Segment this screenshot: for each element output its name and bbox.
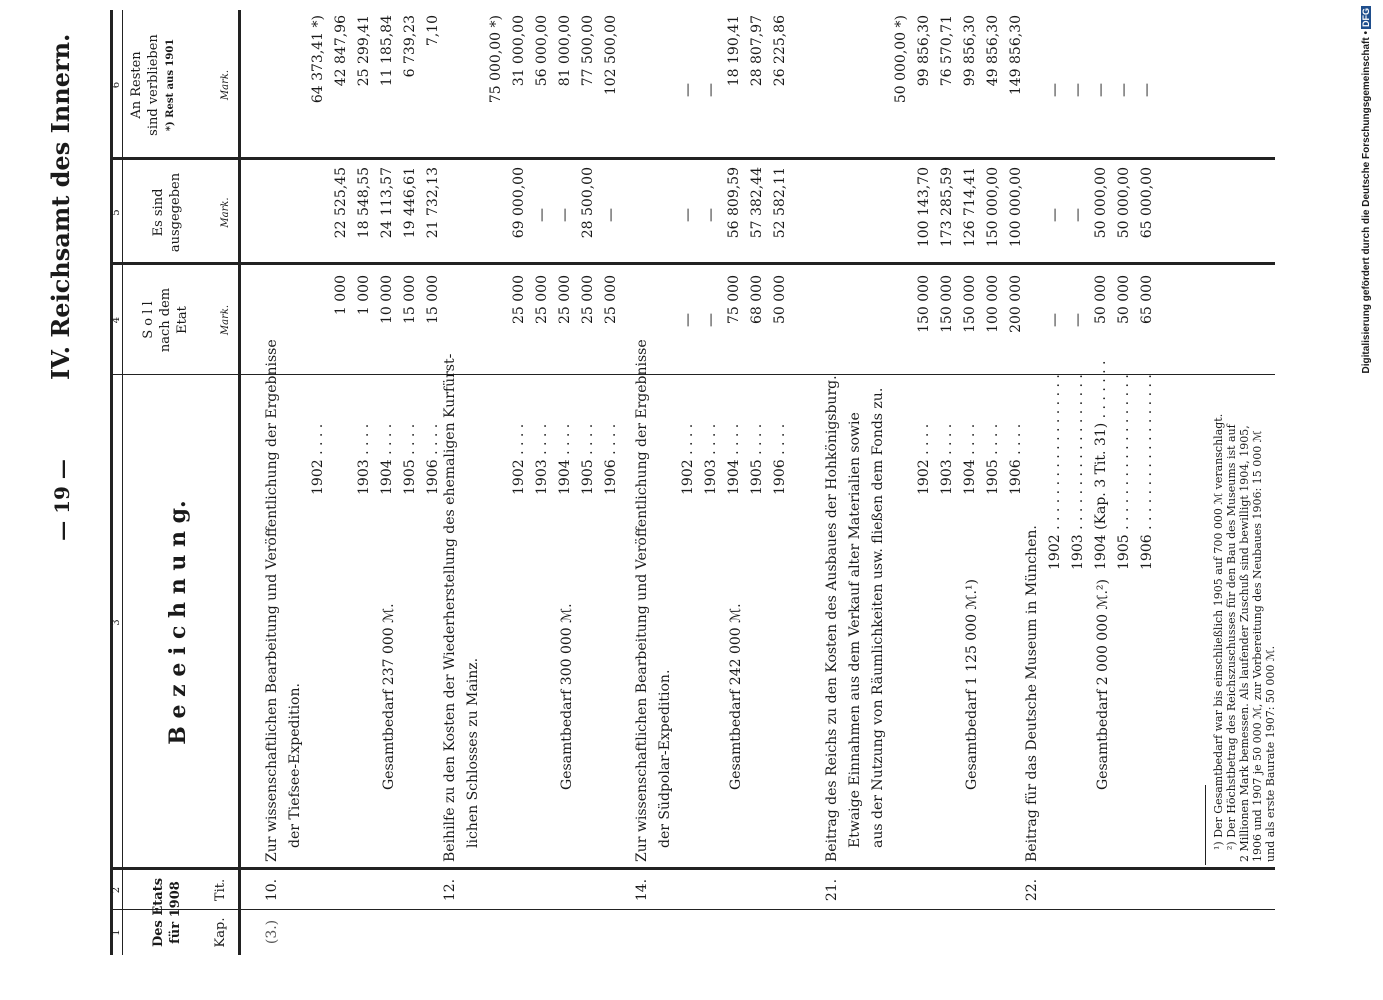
row-soll-dash: — xyxy=(703,313,719,327)
row-year: 1903 . . . . xyxy=(356,423,372,495)
row-ausgegeben: 22 525,45 xyxy=(333,167,349,239)
entry-total: Gesamtbedarf 237 000 ℳ. xyxy=(381,603,397,790)
row-ausgegeben: 52 582,11 xyxy=(772,167,788,239)
row-year: 1905 . . . . xyxy=(580,423,596,495)
entry-description-line: Zur wissenschaftlichen Bearbeitung und Veröffentlichung der Ergebnisse xyxy=(634,339,650,862)
row-year: 1906 . . . . xyxy=(425,423,441,495)
row-year: 1904 . . . . xyxy=(379,423,395,495)
footnote-line: 1906 und 1907 je 50 000 ℳ, zur Vorbereitung des Neubaues 1906: 15 000 ℳ xyxy=(1251,430,1264,862)
page-number: — 19 — xyxy=(50,459,74,541)
row-soll: 50 000 xyxy=(1093,275,1109,324)
entry-description-line: der Südpolar-Expedition. xyxy=(657,669,673,848)
footnote-line: und als erste Baurate 1907: 50 000 ℳ. xyxy=(1264,645,1277,862)
row-reste: 99 856,30 xyxy=(962,15,978,87)
header-etats-a: Des Etats xyxy=(151,877,166,948)
entry-description-line: Zur wissenschaftlichen Bearbeitung und Veröffentlichung der Ergebnisse xyxy=(264,339,280,862)
row-ausgegeben: 150 000,00 xyxy=(985,167,1001,248)
header-ausgegeben-b: ausgegeben xyxy=(168,172,183,253)
row-soll: 150 000 xyxy=(962,275,978,333)
row-ausgegeben: 50 000,00 xyxy=(1093,167,1109,239)
row-reste: 11 185,84 xyxy=(379,15,395,87)
row-year: 1905 . . . . . . . . . . . . . . . . . . xyxy=(1116,374,1132,570)
row-ausgegeben: 65 000,00 xyxy=(1139,167,1155,239)
row-soll: 25 000 xyxy=(603,275,619,324)
column-divider-1 xyxy=(110,909,1275,910)
row-reste: 149 856,30 xyxy=(1008,15,1024,96)
header-soll xyxy=(140,265,191,375)
row-soll: 15 000 xyxy=(402,275,418,324)
column-divider-5 xyxy=(110,157,1275,160)
row-reste: 25 299,41 xyxy=(356,15,372,87)
entry-tit: 22. xyxy=(1024,878,1040,902)
header-bottom-rule xyxy=(238,10,241,955)
row-year: 1905 . . . . xyxy=(402,423,418,495)
row-year: 1903 . . . . . . . . . . . . . . . . . . xyxy=(1070,374,1086,570)
row-soll: 150 000 xyxy=(916,275,932,333)
row-year: 1904 . . . . xyxy=(557,423,573,495)
row-reste-dash: — xyxy=(703,83,719,97)
row-year: 1903 . . . . xyxy=(939,423,955,495)
row-reste-dash: — xyxy=(1047,83,1063,97)
row-year: 1904 (Kap. 3 Tit. 31) . . . . . . . xyxy=(1093,360,1109,570)
entry-tit: 12. xyxy=(442,878,458,902)
header-reste-unit: Mark. xyxy=(220,69,231,101)
footnote-line: ¹) Der Gesamtbedarf war bis einschließlich 1905 auf 700 000 ℳ veranschlagt. xyxy=(1212,413,1225,850)
row-year: 1903 . . . . xyxy=(534,423,550,495)
row-reste: 28 807,97 xyxy=(749,15,765,87)
entry-total: Gesamtbedarf 2 000 000 ℳ.²) xyxy=(1095,579,1111,790)
dfg-logo: DFG xyxy=(1361,8,1371,27)
column-number-3: 3 xyxy=(111,619,122,626)
row-soll: 15 000 xyxy=(425,275,441,324)
column-number-5: 5 xyxy=(111,209,122,216)
entry-description-line: lichen Schlosses zu Mainz. xyxy=(465,657,481,848)
row-soll: 1 000 xyxy=(356,275,372,316)
row-year: 1904 . . . . xyxy=(726,423,742,495)
credit-text-wrap xyxy=(1361,6,1372,396)
row-ausgegeben: 24 113,57 xyxy=(379,167,395,239)
row-ausgegeben: 28 500,00 xyxy=(580,167,596,239)
header-number-rule xyxy=(122,10,123,955)
header-reste xyxy=(128,10,179,160)
entry-description-line: Beihilfe zu den Kosten der Wiederherstellung des ehemaligen Kurfürst- xyxy=(442,353,458,862)
row-soll: 65 000 xyxy=(1139,275,1155,324)
row-reste-dash: — xyxy=(1093,83,1109,97)
row-reste: 6 739,23 xyxy=(402,15,418,78)
row-soll: 200 000 xyxy=(1008,275,1024,333)
row-ausgegeben-dash: — xyxy=(534,208,550,222)
row-soll: 50 000 xyxy=(772,275,788,324)
row-year: 1904 . . . . xyxy=(962,423,978,495)
row-ausgegeben-dash: — xyxy=(603,208,619,222)
row-year: 1902 . . . . xyxy=(680,423,696,495)
column-number-4: 4 xyxy=(111,316,122,324)
row-soll: 100 000 xyxy=(985,275,1001,333)
row-year: 1902 . . . . xyxy=(916,423,932,495)
header-etats-b: für 1908 xyxy=(168,881,183,944)
entry-description-line: Etwaige Einnahmen aus dem Verkauf alter Materialien sowie xyxy=(847,412,863,848)
row-reste-dash: — xyxy=(680,83,696,97)
row-ausgegeben: 56 809,59 xyxy=(726,167,742,239)
row-ausgegeben-dash: — xyxy=(703,208,719,222)
row-soll: 1 000 xyxy=(333,275,349,316)
entry-tit: 21. xyxy=(824,878,840,902)
row-soll: 150 000 xyxy=(939,275,955,333)
credit-text: Digitalisierung gefördert durch die Deutsche Forschungsgemeinschaft • xyxy=(1361,31,1372,374)
row-reste: 31 000,00 xyxy=(511,15,527,87)
row-ausgegeben: 21 732,13 xyxy=(425,167,441,239)
row-year: 1905 . . . . xyxy=(985,423,1001,495)
header-kap: Kap. xyxy=(213,917,228,948)
row-reste-dash: — xyxy=(1116,83,1132,97)
row-ausgegeben: 18 548,55 xyxy=(356,167,372,239)
entry-tit: 14. xyxy=(634,878,650,902)
footnote-rule xyxy=(1205,785,1206,865)
row-reste: 81 000,00 xyxy=(557,15,573,87)
header-soll-unit: Mark. xyxy=(220,304,231,336)
row-reste-dash: — xyxy=(1070,83,1086,97)
row-ausgegeben-dash: — xyxy=(1047,208,1063,222)
header-reste-b: sind verblieben xyxy=(146,34,161,136)
row-soll: 25 000 xyxy=(557,275,573,324)
row-ausgegeben: 126 714,41 xyxy=(962,167,978,248)
entry-tit: 10. xyxy=(264,878,280,902)
row-year: 1902 . . . . xyxy=(310,423,326,495)
entry-description-line: aus der Nutzung von Räumlichkeiten usw. fließen dem Fonds zu. xyxy=(870,387,886,848)
digitization-credit xyxy=(1361,6,1381,396)
row-year: 1906 . . . . xyxy=(1008,423,1024,495)
row-reste: 56 000,00 xyxy=(534,15,550,87)
row-soll: 25 000 xyxy=(534,275,550,324)
row-soll: 50 000 xyxy=(1116,275,1132,324)
column-number-2: 2 xyxy=(111,886,122,894)
row-soll: 10 000 xyxy=(379,275,395,324)
row-reste: 102 500,00 xyxy=(603,15,619,96)
row-year: 1906 . . . . xyxy=(772,423,788,495)
column-number-1: 1 xyxy=(111,929,122,936)
footnote-line: ²) Der Höchstbetrag des Reichszuschusses für den Bau des Museums ist auf xyxy=(1225,424,1238,850)
header-bezeichnung: B e z e i c h n u n g. xyxy=(165,500,191,745)
row-soll: 75 000 xyxy=(726,275,742,324)
header-soll-b: nach dem xyxy=(158,287,173,353)
row-ausgegeben: 57 382,44 xyxy=(749,167,765,239)
row-year: 1902 . . . . . . . . . . . . . . . . . . xyxy=(1047,374,1063,570)
row-reste-dash: — xyxy=(1139,83,1155,97)
row-reste: 42 847,96 xyxy=(333,15,349,87)
entry-total: Gesamtbedarf 1 125 000 ℳ.¹) xyxy=(964,579,980,790)
row-year: 1903 . . . . xyxy=(703,423,719,495)
footnote-line: 2 Millionen Mark bemessen. Als laufender Zuschuß sind bewilligt 1904, 1905, xyxy=(1238,425,1251,862)
row-reste: 64 373,41 *) xyxy=(310,15,326,104)
row-year: 1905 . . . . xyxy=(749,423,765,495)
row-soll: 68 000 xyxy=(749,275,765,324)
row-year: 1906 . . . . xyxy=(603,423,619,495)
row-ausgegeben: 50 000,00 xyxy=(1116,167,1132,239)
entry-description-line: Beitrag des Reichs zu den Kosten des Ausbaues der Hohkönigsburg. xyxy=(824,375,840,862)
header-etats xyxy=(150,870,184,955)
column-divider-4 xyxy=(110,262,1275,265)
row-soll: 25 000 xyxy=(511,275,527,324)
row-reste: 77 500,00 xyxy=(580,15,596,87)
row-soll-dash: — xyxy=(1070,313,1086,327)
row-reste: 18 190,41 xyxy=(726,15,742,87)
entry-total: Gesamtbedarf 300 000 ℳ. xyxy=(559,603,575,790)
row-ausgegeben: 100 143,70 xyxy=(916,167,932,248)
entry-description-line: Beitrag für das Deutsche Museum in München. xyxy=(1024,525,1040,862)
row-soll-dash: — xyxy=(1047,313,1063,327)
row-ausgegeben-dash: — xyxy=(557,208,573,222)
section-title: IV. Reichsamt des Innern. xyxy=(46,33,75,380)
column-number-6: 6 xyxy=(111,81,122,89)
row-reste: 26 225,86 xyxy=(772,15,788,87)
header-reste-a: An Resten xyxy=(129,51,144,119)
row-soll-dash: — xyxy=(680,313,696,327)
header-reste-c: *) Rest aus 1901 xyxy=(165,38,176,132)
column-divider-2 xyxy=(110,867,1275,870)
row-ausgegeben-dash: — xyxy=(680,208,696,222)
row-ausgegeben: 173 285,59 xyxy=(939,167,955,248)
header-tit: Tit. xyxy=(213,878,228,902)
row-ausgegeben: 19 446,61 xyxy=(402,167,418,239)
header-ausgegeben xyxy=(150,160,184,265)
header-ausgegeben-unit: Mark. xyxy=(220,197,231,228)
row-reste: 75 000,00 *) xyxy=(488,15,504,104)
row-reste: 99 856,30 xyxy=(916,15,932,87)
row-reste: 49 856,30 xyxy=(985,15,1001,87)
row-reste: 7,10 xyxy=(425,15,441,47)
row-ausgegeben: 69 000,00 xyxy=(511,167,527,239)
row-soll: 25 000 xyxy=(580,275,596,324)
row-year: 1906 . . . . . . . . . . . . . . . . . . xyxy=(1139,374,1155,570)
entry-total: Gesamtbedarf 242 000 ℳ. xyxy=(728,603,744,790)
entry-description-line: der Tiefsee-Expedition. xyxy=(287,683,303,848)
header-soll-a: S o l l xyxy=(141,301,156,339)
row-reste: 76 570,71 xyxy=(939,15,955,87)
header-ausgegeben-a: Es sind xyxy=(151,188,166,237)
row-ausgegeben-dash: — xyxy=(1070,208,1086,222)
entry-kap: (3.) xyxy=(264,919,280,945)
row-reste: 50 000,00 *) xyxy=(893,15,909,104)
row-year: 1902 . . . . xyxy=(511,423,527,495)
row-ausgegeben: 100 000,00 xyxy=(1008,167,1024,248)
header-soll-c: Etat xyxy=(175,306,190,334)
